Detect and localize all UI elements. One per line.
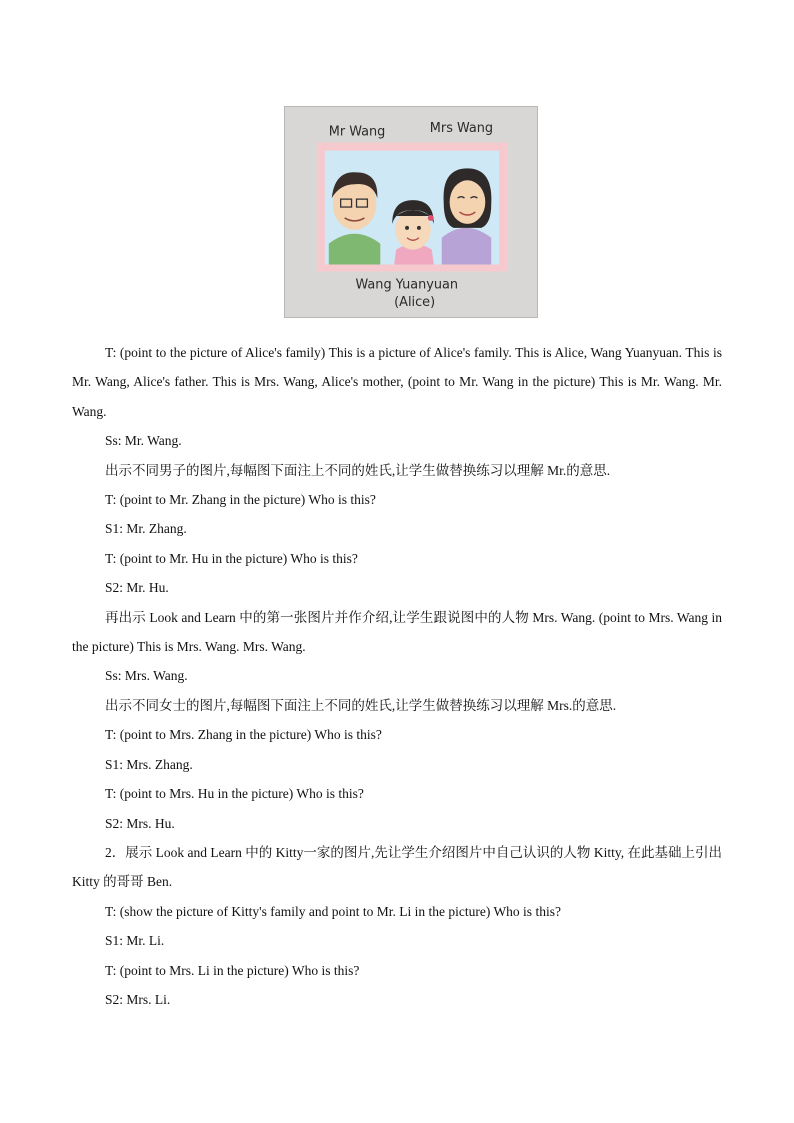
- paragraph: Ss: Mrs. Wang.: [105, 668, 188, 684]
- paragraph: S2: Mr. Hu.: [105, 580, 169, 596]
- paragraph: T: (point to Mrs. Li in the picture) Who is this?: [105, 962, 360, 978]
- paragraph: S1: Mr. Zhang.: [105, 521, 187, 537]
- paragraph: Ss: Mr. Wang.: [105, 433, 182, 449]
- lesson-text: [72, 338, 722, 1014]
- father-figure: [329, 172, 381, 264]
- paragraph: 再出示 Look and Learn 中的第一张图片并作介绍,让学生跟说图中的人物 Mrs. Wang. (point to Mrs. Wang in the picture) This is Mrs. Wang. Mrs. Wang.: [72, 609, 722, 655]
- label-mr-wang: Mr Wang: [328, 124, 386, 140]
- family-picture: [284, 106, 538, 318]
- paragraph: 出示不同男子的图片,每幅图下面注上不同的姓氏,让学生做替换练习以理解 Mr.的意思.: [105, 462, 611, 478]
- child-figure: [392, 200, 434, 264]
- paragraph: T: (point to the picture of Alice's family) This is a picture of Alice's family. This is Alice, Wang Yuanyuan. This is Mr. Wang, Alice's father. This is Mrs. Wang, Alice's mother, (point to Mr. Wang in the picture) This is Mr. Wang. Mr. Wang.: [72, 345, 722, 419]
- paragraph: 出示不同女士的图片,每幅图下面注上不同的姓氏,让学生做替换练习以理解 Mrs.的意思.: [105, 697, 617, 713]
- paragraph: S2: Mrs. Hu.: [105, 815, 175, 831]
- paragraph: S2: Mrs. Li.: [105, 991, 171, 1007]
- paragraph: T: (point to Mrs. Zhang in the picture) Who is this?: [105, 727, 382, 743]
- paragraph: T: (show the picture of Kitty's family and point to Mr. Li in the picture) Who is this?: [105, 903, 561, 919]
- label-wang-yuanyuan: Wang Yuanyuan: [355, 277, 459, 293]
- mother-figure: [442, 168, 492, 264]
- label-mrs-wang: Mrs Wang: [429, 120, 494, 136]
- paragraph: T: (point to Mr. Hu in the picture) Who is this?: [105, 550, 358, 566]
- paragraph: T: (point to Mrs. Hu in the picture) Who is this?: [105, 786, 364, 802]
- family-illustration: [285, 107, 537, 317]
- label-alice: (Alice): [394, 295, 436, 311]
- paragraph: 2．展示 Look and Learn 中的 Kitty一家的图片,先让学生介绍图片中自己认识的人物 Kitty, 在此基础上引出 Kitty 的哥哥 Ben.: [72, 844, 722, 890]
- paragraph: S1: Mr. Li.: [105, 933, 165, 949]
- paragraph: S1: Mrs. Zhang.: [105, 756, 193, 772]
- paragraph: T: (point to Mr. Zhang in the picture) Who is this?: [105, 492, 376, 508]
